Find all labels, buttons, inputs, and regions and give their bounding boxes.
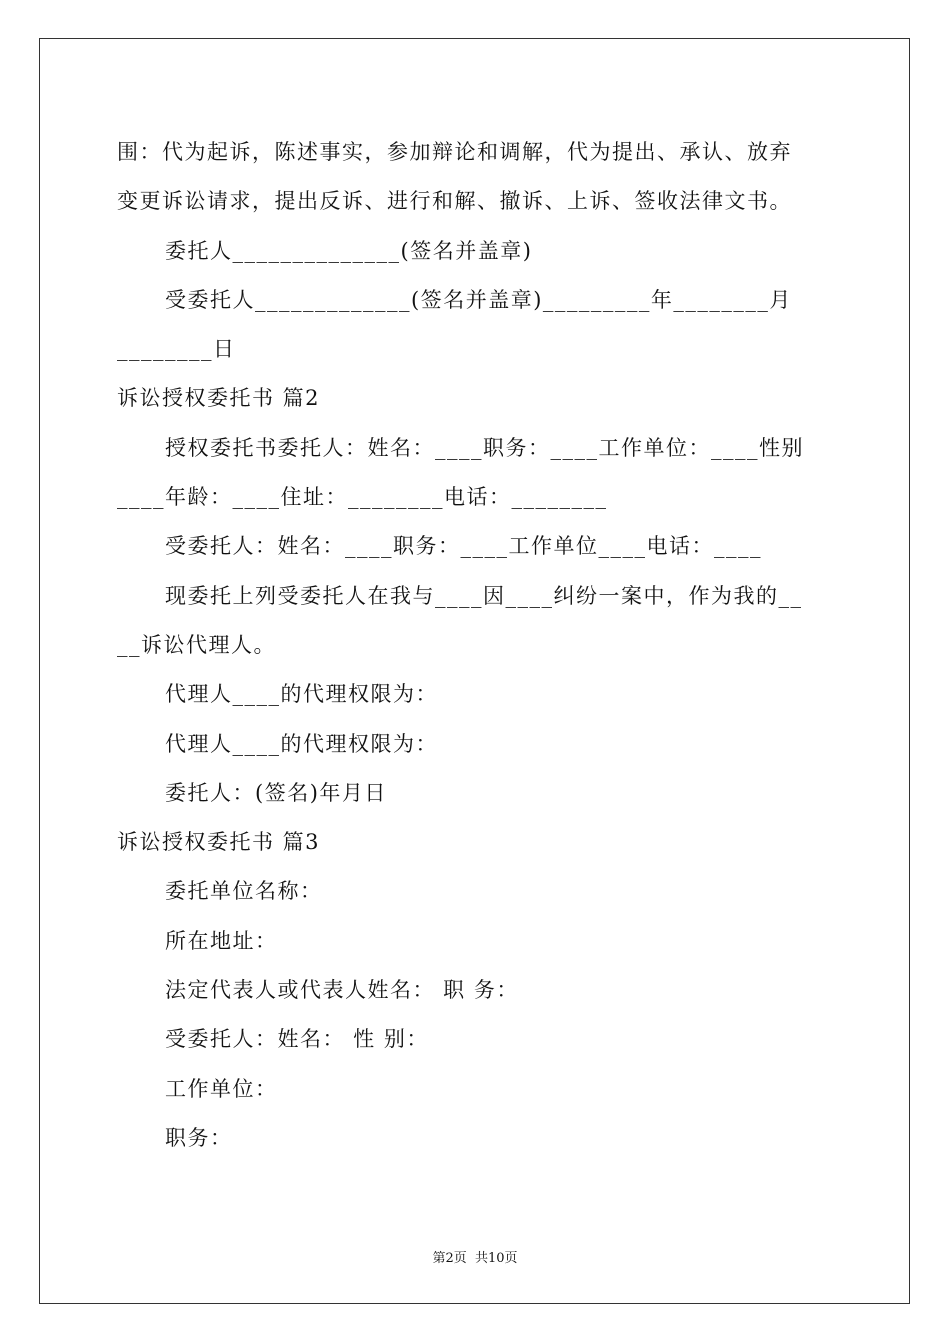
text-line: 受委托人：姓名： 性 别：	[165, 1027, 429, 1052]
document-body	[117, 128, 837, 1163]
text-line: 所在地址：	[165, 928, 278, 953]
text-line: 代理人____的代理权限为：	[165, 682, 438, 707]
page-number-footer: 第2页 共10页	[432, 1251, 518, 1266]
text-line: 现委托上列受委托人在我与____因____纠纷一案中，作为我的__	[165, 583, 803, 608]
text-line: 围：代为起诉，陈述事实，参加辩论和调解，代为提出、承认、放弃	[117, 140, 792, 164]
text-line: 变更诉讼请求，提出反诉、进行和解、撤诉、上诉、签收法律文书。	[117, 189, 792, 214]
text-line: ____年龄：____住址：________电话：________	[117, 485, 608, 510]
text-line: 授权委托书委托人：姓名：____职务：____工作单位：____性别	[165, 435, 804, 460]
section-heading: 诉讼授权委托书 篇3	[117, 830, 321, 855]
text-line: 委托人______________(签名并盖章)	[165, 238, 533, 263]
text-line: 代理人____的代理权限为：	[165, 731, 438, 756]
text-line: 委托人：(签名)年月日	[165, 780, 387, 805]
section-heading: 诉讼授权委托书 篇2	[117, 386, 321, 411]
text-line: 受委托人_____________(签名并盖章)_________年________月	[165, 287, 792, 312]
text-line: 职务：	[165, 1125, 233, 1150]
text-line: __诉讼代理人。	[117, 632, 276, 657]
text-line: ________日	[117, 337, 236, 362]
text-line: 委托单位名称：	[165, 879, 323, 904]
text-line: 受委托人：姓名：____职务：____工作单位____电话：____	[165, 534, 762, 559]
text-line: 工作单位：	[165, 1076, 278, 1101]
text-line: 法定代表人或代表人姓名： 职 务：	[165, 978, 519, 1003]
